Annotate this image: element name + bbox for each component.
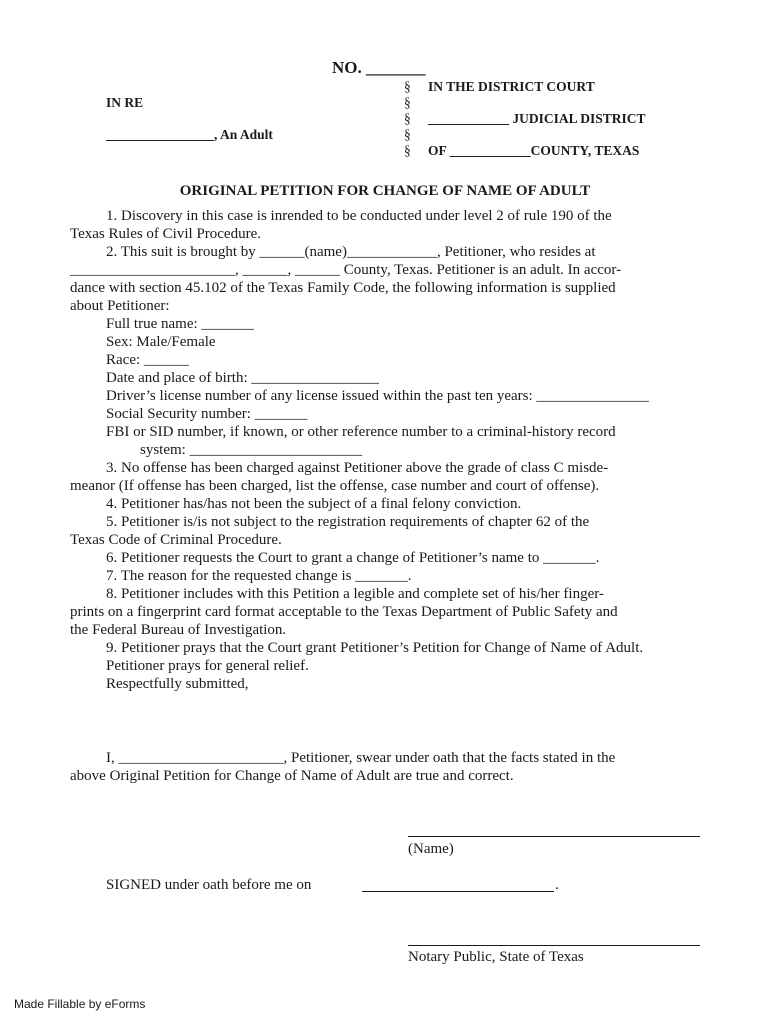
paragraph-line: 4. Petitioner has/has not been the subject of a final felony conviction. bbox=[106, 496, 522, 512]
race-field: Race: ______ bbox=[106, 352, 189, 368]
closing-line: Respectfully submitted, bbox=[106, 676, 249, 692]
court-name: IN THE DISTRICT COURT bbox=[428, 79, 595, 94]
paragraph-line: the Federal Bureau of Investigation. bbox=[70, 622, 287, 638]
section-symbol: § bbox=[404, 111, 411, 126]
case-number: NO. _______ bbox=[332, 58, 426, 77]
paragraph-line: Texas Code of Criminal Procedure. bbox=[70, 532, 282, 548]
document-title: ORIGINAL PETITION FOR CHANGE OF NAME OF ADULT bbox=[179, 183, 591, 199]
oath-line: I, ______________________, Petitioner, swear under oath that the facts stated in the bbox=[106, 750, 616, 766]
paragraph-line: 6. Petitioner requests the Court to grant a change of Petitioner’s name to _______. bbox=[106, 550, 600, 566]
signed-under-oath-text: SIGNED under oath before me on bbox=[106, 877, 312, 893]
paragraph-line: 7. The reason for the requested change is _______. bbox=[106, 568, 412, 584]
paragraph-line: 8. Petitioner includes with this Petition a legible and complete set of his/her finger- bbox=[106, 586, 604, 602]
license-field: Driver’s license number of any license issued within the past ten years: _______________ bbox=[106, 388, 649, 404]
paragraph-line: Petitioner prays for general relief. bbox=[106, 658, 309, 674]
full-name-field: Full true name: _______ bbox=[106, 316, 254, 332]
ssn-field: Social Security number: _______ bbox=[106, 406, 308, 422]
judicial-district: ____________ JUDICIAL DISTRICT bbox=[428, 111, 646, 126]
in-re-label: IN RE bbox=[106, 95, 144, 110]
paragraph-line: 9. Petitioner prays that the Court grant Petitioner’s Petition for Change of Name of Adult. bbox=[106, 640, 644, 656]
fbi-field-cont: system: _______________________ bbox=[140, 442, 363, 458]
paragraph-line: 1. Discovery in this case is inrended to be conducted under level 2 of rule 190 of the bbox=[106, 208, 612, 224]
signed-period: . bbox=[555, 877, 559, 893]
paragraph-line: meanor (If offense has been charged, list the offense, case number and court of offense). bbox=[70, 478, 600, 494]
paragraph-line: dance with section 45.102 of the Texas Family Code, the following information is supplied bbox=[70, 280, 616, 296]
name-label: (Name) bbox=[408, 841, 454, 857]
notary-label: Notary Public, State of Texas bbox=[408, 949, 584, 965]
sex-field: Sex: Male/Female bbox=[106, 334, 216, 350]
paragraph-line: prints on a fingerprint card format acceptable to the Texas Department of Public Safety and bbox=[70, 604, 618, 620]
notary-signature-line bbox=[408, 945, 700, 946]
section-symbol: § bbox=[404, 79, 411, 94]
oath-line: above Original Petition for Change of Name of Adult are true and correct. bbox=[70, 768, 514, 784]
date-signature-line bbox=[362, 891, 554, 892]
paragraph-line: 3. No offense has been charged against Petitioner above the grade of class C misde- bbox=[106, 460, 609, 476]
section-symbol: § bbox=[404, 143, 411, 158]
paragraph-line: 2. This suit is brought by ______(name)____________, Petitioner, who resides at bbox=[106, 244, 596, 260]
birth-field: Date and place of birth: _________________ bbox=[106, 370, 379, 386]
section-symbol: § bbox=[404, 95, 411, 110]
paragraph-line: ______________________, ______, ______ County, Texas. Petitioner is an adult. In accor- bbox=[70, 262, 622, 278]
county-line: OF ____________COUNTY, TEXAS bbox=[428, 143, 640, 158]
paragraph-line: Texas Rules of Civil Procedure. bbox=[70, 226, 261, 242]
paragraph-line: 5. Petitioner is/is not subject to the registration requirements of chapter 62 of the bbox=[106, 514, 590, 530]
name-signature-line bbox=[408, 836, 700, 837]
paragraph-line: about Petitioner: bbox=[70, 298, 170, 314]
section-symbol: § bbox=[404, 127, 411, 142]
footer-credit: Made Fillable by eForms bbox=[14, 997, 146, 1011]
adult-name-line: ________________, An Adult bbox=[106, 127, 273, 142]
fbi-field: FBI or SID number, if known, or other reference number to a criminal-history record bbox=[106, 424, 616, 440]
